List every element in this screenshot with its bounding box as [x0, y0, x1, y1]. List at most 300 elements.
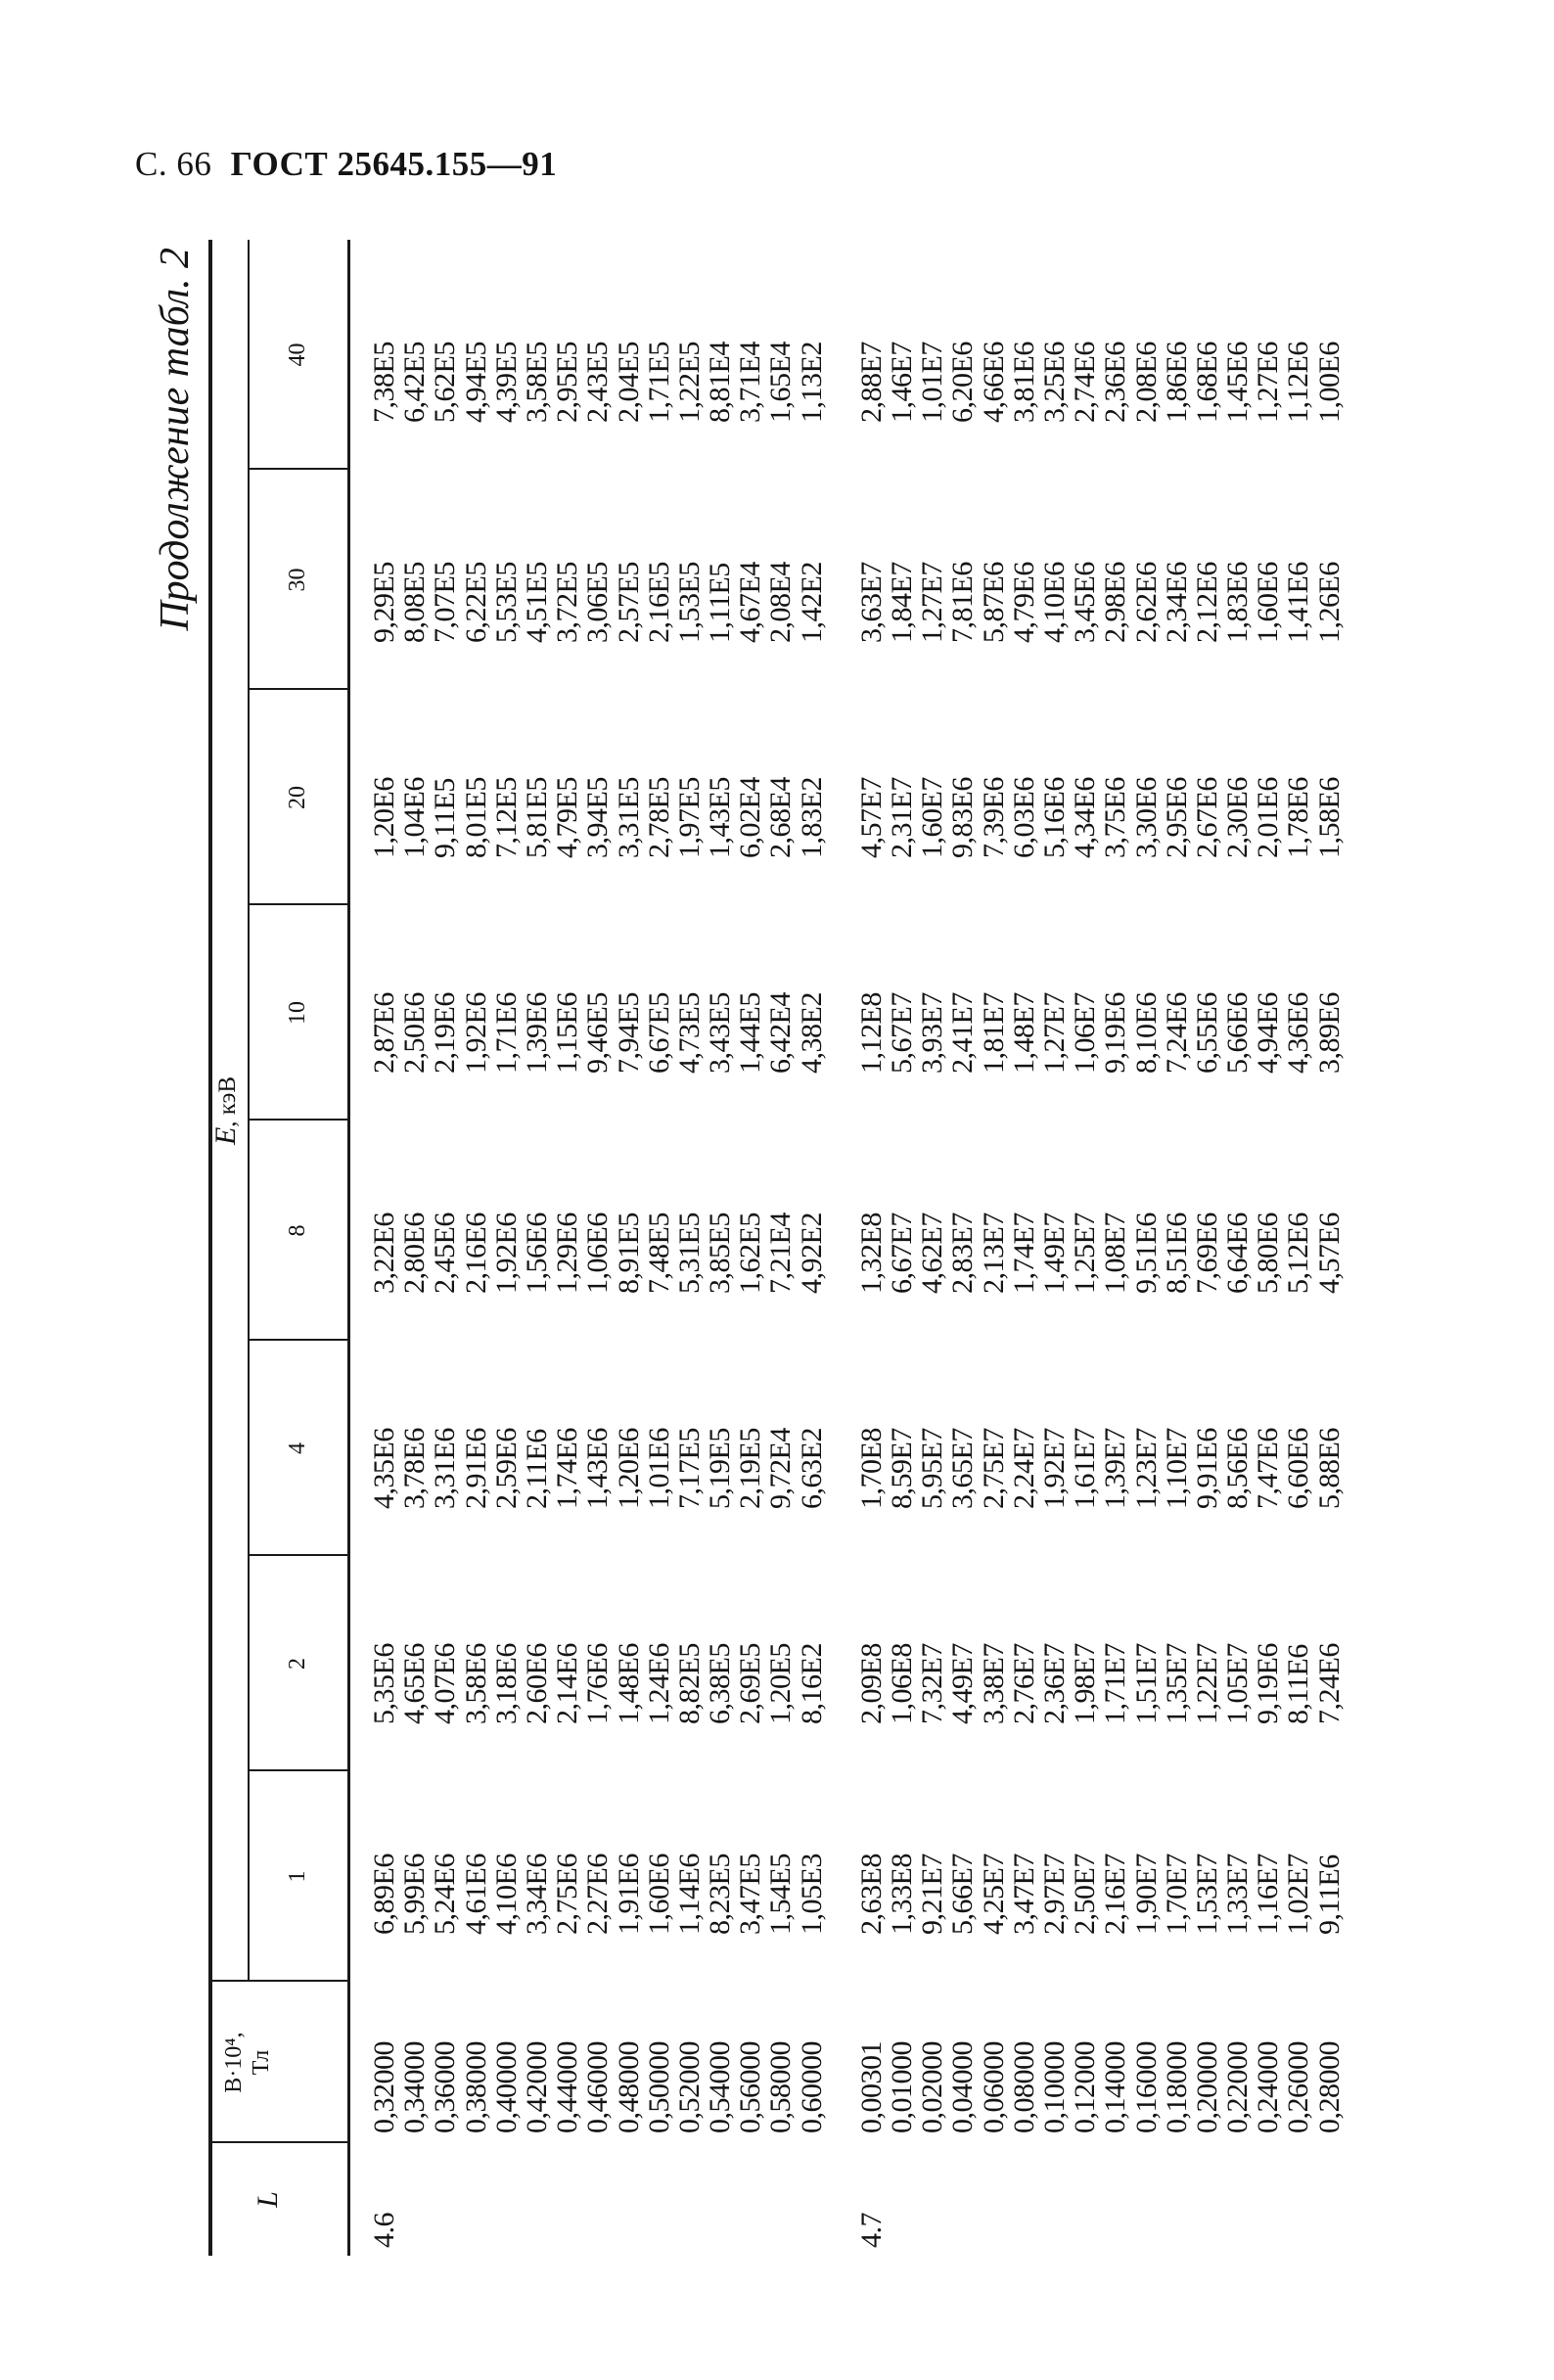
cell-value: 1,86E6: [1160, 342, 1193, 423]
cell-value: 2,98E6: [1099, 562, 1132, 643]
cell-L: [1222, 2143, 1253, 2256]
cell-value: 1,27E7: [1037, 992, 1071, 1074]
cell-value: 8,08E5: [398, 562, 432, 643]
cell-value: 6,55E6: [1190, 992, 1223, 1074]
cell-value: 1,14E6: [672, 1854, 706, 1935]
col-B-header: В·10⁴, Тл: [221, 2032, 274, 2093]
table-row: [1039, 240, 1070, 2256]
cell-value: 8,11E6: [1282, 1644, 1315, 1724]
cell-value: 8,01E5: [459, 777, 492, 858]
cell-value: 4,38E2: [795, 992, 828, 1074]
cell-value: 2,34E6: [1160, 562, 1193, 643]
table-row: [765, 240, 796, 2256]
cell-value: 2,04E5: [612, 342, 645, 423]
cell-value: 1,11E5: [704, 563, 737, 643]
cell-value: 1,06E7: [1069, 992, 1102, 1074]
cell-value: 1,71E6: [489, 992, 523, 1074]
cell-value: 1,42E2: [795, 562, 828, 643]
cell-value: 1,16E7: [1252, 1854, 1285, 1935]
cell-L: [1039, 2143, 1070, 2256]
table-row: [1283, 240, 1313, 2256]
cell-L: [399, 2143, 430, 2256]
cell-value: 2,19E5: [734, 1428, 767, 1509]
cell-B: 0,46000: [581, 2041, 615, 2133]
cell-value: 1,24E6: [642, 1643, 675, 1724]
cell-value: 2,95E6: [1160, 777, 1193, 858]
cell-value: 9,83E6: [946, 777, 980, 858]
cell-value: 7,81E6: [946, 562, 980, 643]
cell-B: 0,26000: [1282, 2041, 1315, 2133]
cell-value: 2,14E6: [551, 1643, 584, 1724]
cell-value: 5,35E6: [368, 1643, 400, 1724]
cell-B: 0,34000: [398, 2041, 432, 2133]
cell-value: 9,91E6: [1190, 1428, 1223, 1509]
table-block: [856, 240, 1345, 2256]
cell-value: 1,41E6: [1282, 562, 1315, 643]
cell-value: 3,47E5: [734, 1854, 767, 1935]
cell-L: [552, 2143, 582, 2256]
cell-L: [674, 2143, 705, 2256]
col-E-header: [209, 240, 242, 1982]
table-row: [522, 240, 552, 2256]
cell-value: 2,68E4: [764, 777, 798, 858]
cell-B: 0,20000: [1190, 2041, 1223, 2133]
cell-value: 2,50E7: [1069, 1854, 1102, 1935]
cell-value: 8,59E7: [886, 1428, 918, 1509]
energy-unit: , кэВ: [214, 1076, 241, 1127]
cell-value: 7,07E5: [429, 562, 462, 643]
cell-value: 1,23E7: [1129, 1428, 1163, 1509]
cell-value: 9,72E4: [764, 1428, 798, 1509]
table-row: [582, 240, 613, 2256]
cell-value: 1,20E6: [612, 1428, 645, 1509]
cell-value: 9,19E6: [1099, 992, 1132, 1074]
cell-value: 4,51E5: [520, 562, 553, 643]
cell-value: 1,44E5: [734, 992, 767, 1074]
energy-header-10: 10: [285, 1001, 310, 1025]
cell-value: 5,66E6: [1221, 992, 1255, 1074]
cell-B: 0,40000: [489, 2041, 523, 2133]
cell-value: 8,82E5: [672, 1643, 706, 1724]
cell-value: 5,12E6: [1282, 1213, 1315, 1294]
cell-value: 2,01E6: [1252, 777, 1285, 858]
cell-value: 7,21E4: [764, 1213, 798, 1294]
cell-value: 1,05E7: [1221, 1643, 1255, 1724]
cell-L: [1070, 2143, 1100, 2256]
cell-value: 2,95E5: [551, 342, 584, 423]
cell-value: 4,36E6: [1282, 992, 1315, 1074]
table-row: [735, 240, 765, 2256]
cell-L: [1314, 2143, 1345, 2256]
cell-value: 2,09E8: [854, 1643, 888, 1724]
cell-value: 8,16E2: [795, 1643, 828, 1724]
cell-value: 1,08E7: [1099, 1213, 1132, 1294]
cell-value: 9,11E6: [1312, 1854, 1346, 1935]
cell-value: 3,75E6: [1099, 777, 1132, 858]
cell-value: 4,57E7: [854, 777, 888, 858]
cell-value: 9,46E5: [581, 992, 615, 1074]
cell-B: 0,32000: [368, 2041, 400, 2133]
cell-B: 0,56000: [734, 2041, 767, 2133]
cell-value: 1,25E7: [1069, 1213, 1102, 1294]
cell-L: [644, 2143, 674, 2256]
cell-B: 0,28000: [1312, 2041, 1346, 2133]
cell-value: 1,33E7: [1221, 1854, 1255, 1935]
cell-value: 2,16E7: [1099, 1854, 1132, 1935]
cell-value: 4,10E6: [489, 1854, 523, 1935]
cell-value: 1,83E6: [1221, 562, 1255, 643]
cell-value: 1,78E6: [1282, 777, 1315, 858]
cell-value: 4,61E6: [459, 1854, 492, 1935]
cell-value: 8,56E6: [1221, 1428, 1255, 1509]
energy-header-20: 20: [285, 786, 310, 809]
cell-L: [917, 2143, 947, 2256]
cell-value: 2,24E7: [1007, 1428, 1040, 1509]
cell-value: 1,70E8: [854, 1428, 888, 1509]
cell-value: 1,04E6: [398, 777, 432, 858]
cell-L: [522, 2143, 552, 2256]
cell-value: 2,30E6: [1221, 777, 1255, 858]
cell-value: 1,61E7: [1069, 1428, 1102, 1509]
cell-value: 2,62E6: [1129, 562, 1163, 643]
col-divider: [248, 1554, 347, 1556]
cell-value: 5,66E7: [946, 1854, 980, 1935]
cell-value: 6,42E5: [398, 342, 432, 423]
cell-B: 0,18000: [1160, 2041, 1193, 2133]
cell-value: 3,22E6: [368, 1213, 400, 1294]
cell-value: 4,94E6: [1252, 992, 1285, 1074]
cell-value: 4,62E7: [916, 1213, 949, 1294]
cell-value: 1,53E7: [1190, 1854, 1223, 1935]
table-row: [614, 240, 644, 2256]
cell-value: 1,65E4: [764, 342, 798, 423]
cell-value: 6,02E4: [734, 777, 767, 858]
cell-value: 1,22E5: [672, 342, 706, 423]
cell-value: 3,25E6: [1037, 342, 1071, 423]
cell-value: 6,89E6: [368, 1854, 400, 1935]
table-row: [1009, 240, 1039, 2256]
cell-value: 2,16E6: [459, 1213, 492, 1294]
cell-value: 4,25E7: [977, 1854, 1010, 1935]
cell-value: 1,54E5: [764, 1854, 798, 1935]
cell-value: 3,58E5: [520, 342, 553, 423]
cell-L: [461, 2143, 491, 2256]
cell-value: 1,02E7: [1282, 1854, 1315, 1935]
cell-value: 8,23E5: [704, 1854, 737, 1935]
cell-B: 0,38000: [459, 2041, 492, 2133]
cell-value: 3,93E7: [916, 992, 949, 1074]
cell-value: 2,75E7: [977, 1428, 1010, 1509]
cell-value: 1,92E6: [459, 992, 492, 1074]
cell-value: 1,39E6: [520, 992, 553, 1074]
table-row: [1070, 240, 1100, 2256]
table-row: [644, 240, 674, 2256]
cell-B: 0,58000: [764, 2041, 798, 2133]
cell-B: 0,04000: [946, 2041, 980, 2133]
cell-value: 1,51E7: [1129, 1643, 1163, 1724]
cell-value: 5,16E6: [1037, 777, 1071, 858]
cell-value: 2,59E6: [489, 1428, 523, 1509]
cell-value: 1,71E7: [1099, 1643, 1132, 1724]
col-divider: [208, 1980, 347, 1982]
cell-value: 9,29E5: [368, 562, 400, 643]
col-divider: [248, 1119, 347, 1121]
cell-value: 1,45E6: [1221, 342, 1255, 423]
cell-value: 5,99E6: [398, 1854, 432, 1935]
cell-value: 5,81E5: [520, 777, 553, 858]
cell-value: 2,69E5: [734, 1643, 767, 1724]
table-header-rule: [347, 240, 350, 2256]
col-divider: [208, 2141, 347, 2143]
cell-B: 0,60000: [795, 2041, 828, 2133]
rotated-table: [152, 240, 1463, 2256]
cell-B: 0,48000: [612, 2041, 645, 2133]
cell-value: 7,48E5: [642, 1213, 675, 1294]
cell-value: 5,80E6: [1252, 1213, 1285, 1294]
cell-value: 4,92E2: [795, 1213, 828, 1294]
cell-value: 8,81E4: [704, 342, 737, 423]
cell-value: 4,65E6: [398, 1643, 432, 1724]
cell-value: 6,63E2: [795, 1428, 828, 1509]
cell-value: 2,16E5: [642, 562, 675, 643]
cell-value: 1,29E6: [551, 1213, 584, 1294]
cell-value: 3,06E5: [581, 562, 615, 643]
cell-value: 1,27E7: [916, 562, 949, 643]
cell-B: 0,12000: [1069, 2041, 1102, 2133]
cell-value: 4,94E5: [459, 342, 492, 423]
cell-value: 9,21E7: [916, 1854, 949, 1935]
cell-value: 1,60E6: [1252, 562, 1285, 643]
cell-value: 4,35E6: [368, 1428, 400, 1509]
cell-B: 0,50000: [642, 2041, 675, 2133]
cell-value: 1,60E7: [916, 777, 949, 858]
cell-value: 3,58E6: [459, 1643, 492, 1724]
cell-value: 1,84E7: [886, 562, 918, 643]
table-body: [369, 240, 1374, 2256]
cell-value: 1,35E7: [1160, 1643, 1193, 1724]
cell-value: 1,49E7: [1037, 1213, 1071, 1294]
cell-value: 3,85E5: [704, 1213, 737, 1294]
table-row: [887, 240, 917, 2256]
cell-value: 1,12E8: [854, 992, 888, 1074]
cell-B: 0,44000: [551, 2041, 584, 2133]
cell-value: 1,06E8: [886, 1643, 918, 1724]
cell-value: 2,78E5: [642, 777, 675, 858]
cell-value: 3,72E5: [551, 562, 584, 643]
cell-value: 6,67E5: [642, 992, 675, 1074]
cell-value: 2,60E6: [520, 1643, 553, 1724]
page-number: С. 66: [135, 145, 212, 183]
cell-L: [1131, 2143, 1162, 2256]
cell-value: 3,34E6: [520, 1854, 553, 1935]
cell-value: 1,98E7: [1069, 1643, 1102, 1724]
cell-L: [1283, 2143, 1313, 2256]
cell-B: 0,54000: [704, 2041, 737, 2133]
cell-value: 1,70E7: [1160, 1854, 1193, 1935]
cell-value: 3,31E5: [612, 777, 645, 858]
cell-B: 0,10000: [1037, 2041, 1071, 2133]
cell-L: [947, 2143, 978, 2256]
cell-value: 1,33E8: [886, 1854, 918, 1935]
table-row: [705, 240, 735, 2256]
cell-value: 2,41E7: [946, 992, 980, 1074]
cell-value: 3,43E5: [704, 992, 737, 1074]
cell-B: 0,14000: [1099, 2041, 1132, 2133]
cell-B: 0,00301: [854, 2041, 888, 2133]
cell-L: [797, 2143, 827, 2256]
table-row: [1253, 240, 1283, 2256]
cell-value: 4,49E7: [946, 1643, 980, 1724]
cell-B: 0,01000: [886, 2041, 918, 2133]
cell-value: 2,75E6: [551, 1854, 584, 1935]
table-row: [399, 240, 430, 2256]
cell-value: 1,10E7: [1160, 1428, 1193, 1509]
cell-value: 3,81E6: [1007, 342, 1040, 423]
table-row: [1222, 240, 1253, 2256]
table-row: [674, 240, 705, 2256]
cell-value: 7,24E6: [1160, 992, 1193, 1074]
cell-value: 2,13E7: [977, 1213, 1010, 1294]
cell-L: [1192, 2143, 1222, 2256]
cell-value: 3,30E6: [1129, 777, 1163, 858]
table-row: [979, 240, 1009, 2256]
cell-value: 2,63E8: [854, 1854, 888, 1935]
cell-value: 4,66E6: [977, 342, 1010, 423]
col-divider: [248, 1769, 347, 1771]
cell-value: 4,07E6: [429, 1643, 462, 1724]
cell-L: [582, 2143, 613, 2256]
cell-value: 2,97E7: [1037, 1854, 1071, 1935]
cell-B: 0,16000: [1129, 2041, 1163, 2133]
cell-value: 1,43E6: [581, 1428, 615, 1509]
cell-value: 3,65E7: [946, 1428, 980, 1509]
cell-value: 1,32E8: [854, 1213, 888, 1294]
cell-value: 2,11E6: [520, 1429, 553, 1509]
cell-value: 1,74E7: [1007, 1213, 1040, 1294]
cell-value: 2,19E6: [429, 992, 462, 1074]
cell-value: 4,79E5: [551, 777, 584, 858]
cell-B: 0,02000: [916, 2041, 949, 2133]
table-row: [369, 240, 399, 2256]
cell-value: 4,39E5: [489, 342, 523, 423]
cell-value: 8,10E6: [1129, 992, 1163, 1074]
col-divider: [248, 903, 347, 905]
table-row: [1314, 240, 1345, 2256]
cell-value: 7,17E5: [672, 1428, 706, 1509]
cell-value: 2,57E5: [612, 562, 645, 643]
cell-value: 2,31E7: [886, 777, 918, 858]
cell-value: 2,45E6: [429, 1213, 462, 1294]
cell-value: 4,67E4: [734, 562, 767, 643]
cell-L: [614, 2143, 644, 2256]
cell-value: 3,78E6: [398, 1428, 432, 1509]
cell-value: 5,53E5: [489, 562, 523, 643]
cell-B: 0,24000: [1252, 2041, 1285, 2133]
table-row: [552, 240, 582, 2256]
cell-value: 1,48E6: [612, 1643, 645, 1724]
cell-value: 1,53E5: [672, 562, 706, 643]
cell-value: 1,90E7: [1129, 1854, 1163, 1935]
cell-L: 4.6: [368, 2213, 400, 2248]
col-divider: [248, 688, 347, 690]
cell-L: [491, 2143, 522, 2256]
cell-value: 2,08E4: [764, 562, 798, 643]
table-caption: Продолжение табл. 2: [153, 248, 198, 631]
cell-value: 3,31E6: [429, 1428, 462, 1509]
cell-value: 1,56E6: [520, 1213, 553, 1294]
cell-value: 9,11E5: [429, 778, 462, 858]
table-row: [917, 240, 947, 2256]
cell-value: 7,38E5: [368, 342, 400, 423]
cell-L: [1253, 2143, 1283, 2256]
cell-value: 1,83E2: [795, 777, 828, 858]
page-header: [135, 145, 557, 184]
cell-value: 1,68E6: [1190, 342, 1223, 423]
cell-value: 8,91E5: [612, 1213, 645, 1294]
cell-value: 1,22E7: [1190, 1643, 1223, 1724]
cell-value: 9,51E6: [1129, 1213, 1163, 1294]
cell-value: 4,73E5: [672, 992, 706, 1074]
cell-value: 1,92E7: [1037, 1428, 1071, 1509]
cell-value: 2,08E6: [1129, 342, 1163, 423]
table-row: [797, 240, 827, 2256]
energy-symbol: E: [209, 1126, 242, 1146]
cell-L: [430, 2143, 460, 2256]
cell-value: 2,91E6: [459, 1428, 492, 1509]
cell-value: 5,24E6: [429, 1854, 462, 1935]
cell-L: [1162, 2143, 1192, 2256]
cell-value: 3,45E6: [1069, 562, 1102, 643]
energy-header-1: 1: [285, 1870, 310, 1883]
cell-B: 0,42000: [520, 2041, 553, 2133]
col-divider: [248, 1339, 347, 1341]
cell-L: [765, 2143, 796, 2256]
table-row: [1192, 240, 1222, 2256]
cell-value: 2,67E6: [1190, 777, 1223, 858]
energy-header-2: 2: [285, 1658, 310, 1670]
cell-L: [735, 2143, 765, 2256]
cell-value: 5,62E5: [429, 342, 462, 423]
cell-B: 0,06000: [977, 2041, 1010, 2133]
cell-value: 6,38E5: [704, 1643, 737, 1724]
cell-value: 1,81E7: [977, 992, 1010, 1074]
table-row: [1162, 240, 1192, 2256]
cell-L: [705, 2143, 735, 2256]
cell-value: 3,89E6: [1312, 992, 1346, 1074]
energy-header-30: 30: [285, 568, 310, 592]
cell-value: 7,24E6: [1312, 1643, 1346, 1724]
cell-value: 3,94E5: [581, 777, 615, 858]
col-divider: [248, 468, 347, 470]
cell-value: 6,64E6: [1221, 1213, 1255, 1294]
cell-value: 7,39E6: [977, 777, 1010, 858]
cell-value: 1,12E6: [1282, 342, 1315, 423]
energy-header-4: 4: [285, 1442, 310, 1454]
cell-value: 1,01E6: [642, 1428, 675, 1509]
cell-value: 2,36E6: [1099, 342, 1132, 423]
cell-value: 2,83E7: [946, 1213, 980, 1294]
cell-value: 4,79E6: [1007, 562, 1040, 643]
cell-value: 1,20E5: [764, 1643, 798, 1724]
cell-value: 1,06E6: [581, 1213, 615, 1294]
cell-value: 1,27E6: [1252, 342, 1285, 423]
cell-B: 0,08000: [1007, 2041, 1040, 2133]
cell-value: 1,01E7: [916, 342, 949, 423]
cell-value: 1,15E6: [551, 992, 584, 1074]
table-row: [1100, 240, 1130, 2256]
cell-value: 2,80E6: [398, 1213, 432, 1294]
cell-value: 4,34E6: [1069, 777, 1102, 858]
